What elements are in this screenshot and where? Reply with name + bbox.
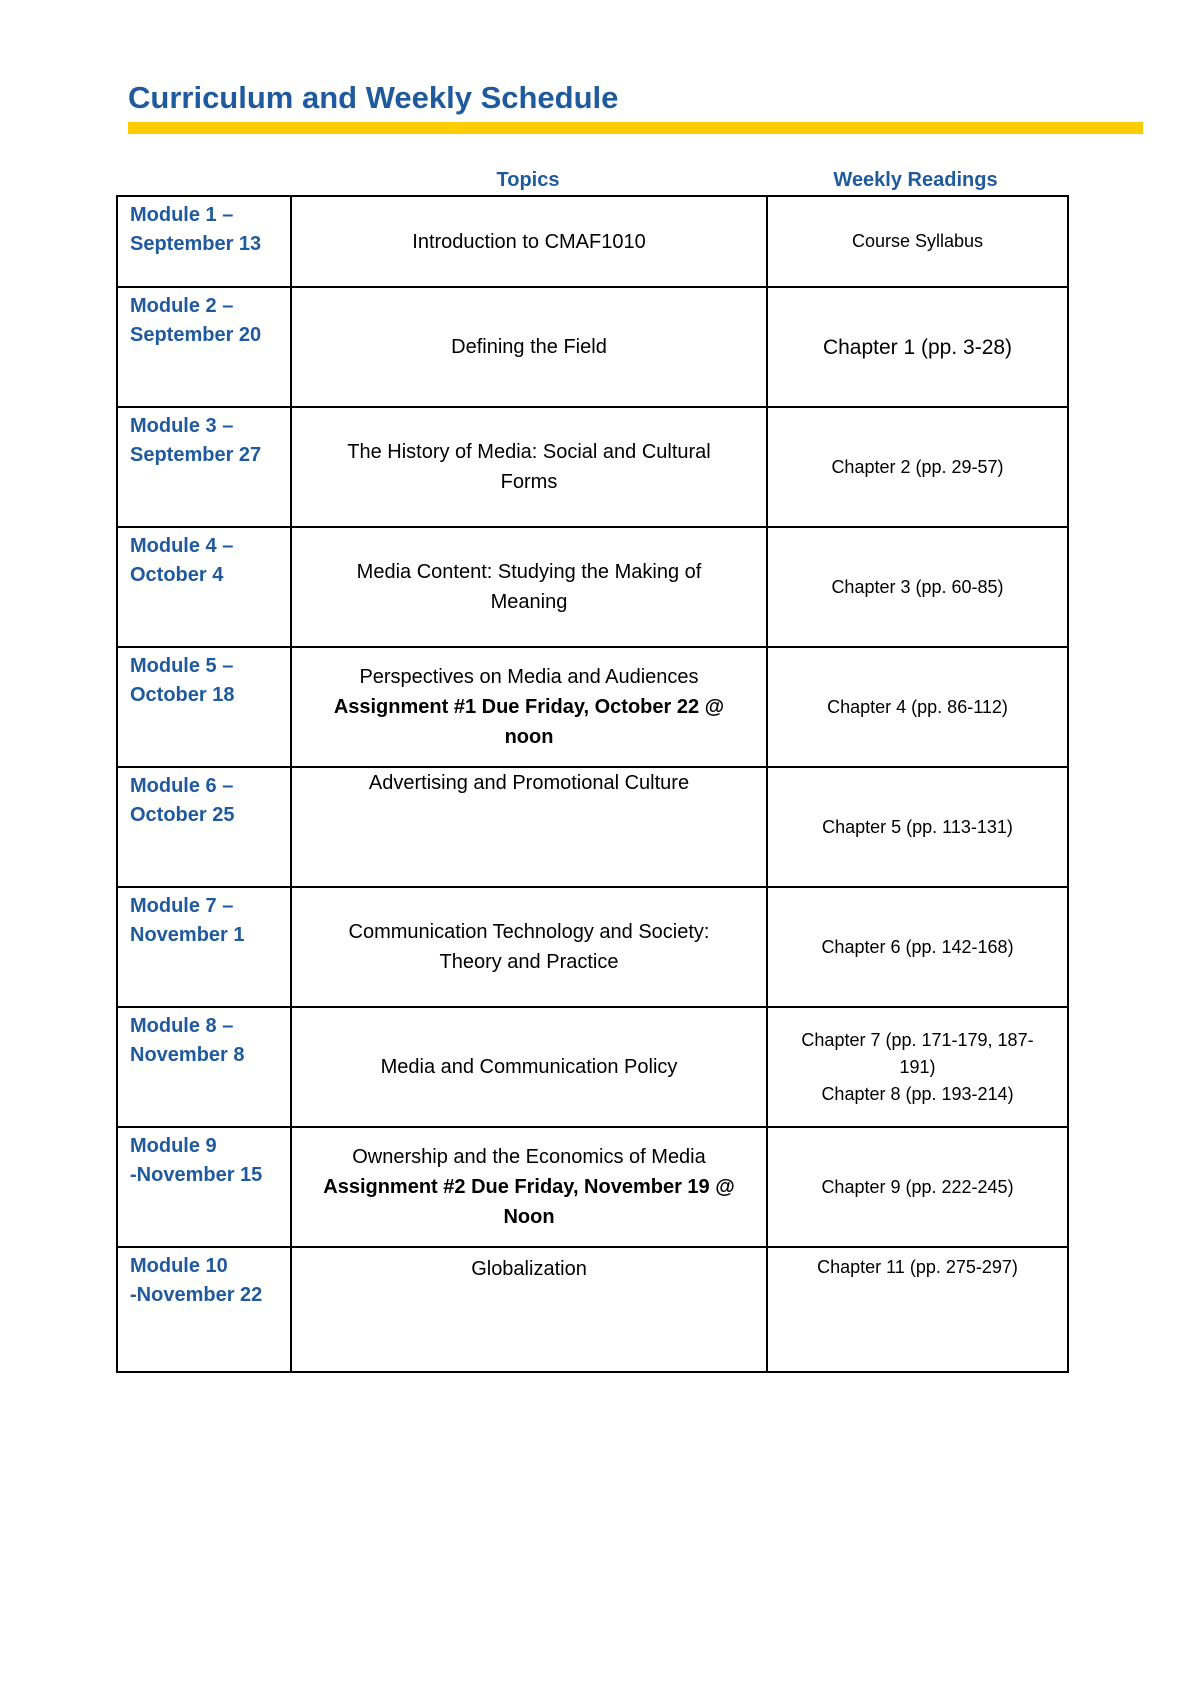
module-label: Module 6 – — [130, 775, 234, 797]
topic-cell — [291, 1007, 767, 1127]
reading-text: Chapter 3 (pp. 60-85) — [831, 576, 1004, 597]
topic-text: Meaning — [490, 591, 568, 613]
title-rule — [128, 122, 1143, 134]
module-date: October 4 — [130, 564, 224, 586]
assignment-due-note: noon — [504, 726, 554, 748]
module-cell — [117, 407, 291, 527]
reading-text: Chapter 9 (pp. 222-245) — [821, 1176, 1014, 1197]
topic-text: Perspectives on Media and Audiences — [359, 666, 699, 688]
reading-cell — [767, 1247, 1068, 1372]
assignment-due-note: Assignment #2 Due Friday, November 19 @ — [323, 1176, 735, 1198]
reading-text: Chapter 1 (pp. 3-28) — [822, 335, 1013, 359]
reading-cell — [767, 287, 1068, 407]
module-cell — [117, 887, 291, 1007]
topic-text: Advertising and Promotional Culture — [368, 772, 690, 794]
topic-text: Introduction to CMAF1010 — [412, 230, 646, 253]
table-row — [117, 1247, 1068, 1372]
module-label: Module 1 – — [130, 204, 234, 226]
module-cell — [117, 1127, 291, 1247]
reading-cell — [767, 1007, 1068, 1127]
module-label: Module 7 – — [130, 895, 234, 917]
module-date: October 18 — [130, 684, 235, 706]
topic-cell — [291, 767, 767, 887]
topic-text: Media and Communication Policy — [380, 1056, 678, 1078]
module-label: Module 8 – — [130, 1015, 234, 1037]
reading-cell — [767, 887, 1068, 1007]
module-cell — [117, 1247, 291, 1372]
table-row — [117, 287, 1068, 407]
topic-text: Media Content: Studying the Making of — [356, 561, 702, 583]
module-label: Module 2 – — [130, 295, 234, 317]
table-row — [117, 527, 1068, 647]
module-date: September 20 — [130, 324, 262, 346]
reading-cell — [767, 407, 1068, 527]
topic-cell — [291, 887, 767, 1007]
module-cell — [117, 767, 291, 887]
topic-text: Ownership and the Economics of Media — [352, 1146, 706, 1168]
page-title: Curriculum and Weekly Schedule — [128, 80, 619, 115]
topic-cell — [291, 287, 767, 407]
module-cell — [117, 287, 291, 407]
table-row — [117, 196, 1068, 287]
module-cell — [117, 1007, 291, 1127]
reading-text: Chapter 7 (pp. 171-179, 187- — [801, 1029, 1034, 1050]
topic-cell — [291, 407, 767, 527]
topic-cell — [291, 527, 767, 647]
table-row — [117, 1007, 1068, 1127]
module-date: September 13 — [130, 233, 262, 255]
topic-text: The History of Media: Social and Cultural — [347, 441, 711, 463]
module-date: -November 15 — [130, 1164, 263, 1186]
module-date: September 27 — [130, 444, 262, 466]
table-row — [117, 647, 1068, 767]
reading-text: Chapter 11 (pp. 275-297) — [817, 1257, 1018, 1277]
reading-cell — [767, 767, 1068, 887]
topic-cell — [291, 647, 767, 767]
module-date: November 8 — [130, 1044, 245, 1066]
reading-text: Chapter 2 (pp. 29-57) — [831, 456, 1004, 477]
table-row — [117, 407, 1068, 527]
module-date: -November 22 — [130, 1284, 263, 1306]
table-row — [117, 1127, 1068, 1247]
reading-text: 191) — [899, 1056, 936, 1077]
topic-text: Globalization — [471, 1258, 587, 1280]
reading-cell — [767, 1127, 1068, 1247]
reading-cell — [767, 527, 1068, 647]
table-row — [117, 767, 1068, 887]
reading-text: Chapter 5 (pp. 113-131) — [822, 816, 1013, 837]
module-label: Module 9 — [130, 1135, 217, 1157]
topic-text: Theory and Practice — [439, 951, 619, 973]
schedule-table — [116, 195, 1069, 1373]
assignment-due-note: Noon — [503, 1206, 555, 1228]
module-cell — [117, 647, 291, 767]
reading-text: Chapter 6 (pp. 142-168) — [821, 936, 1014, 957]
table-row — [117, 887, 1068, 1007]
reading-text: Chapter 8 (pp. 193-214) — [821, 1083, 1014, 1104]
topic-text: Forms — [500, 471, 558, 493]
reading-text: Course Syllabus — [851, 231, 984, 251]
module-label: Module 10 — [130, 1255, 228, 1277]
module-date: October 25 — [130, 804, 235, 826]
module-label: Module 5 – — [130, 655, 234, 677]
topic-text: Communication Technology and Society: — [348, 921, 710, 943]
readings-column-header: Weekly Readings — [833, 169, 998, 191]
topic-cell — [291, 1127, 767, 1247]
module-date: November 1 — [130, 924, 245, 946]
module-cell — [117, 196, 291, 287]
module-label: Module 3 – — [130, 415, 234, 437]
assignment-due-note: Assignment #1 Due Friday, October 22 @ — [333, 696, 725, 718]
reading-cell — [767, 196, 1068, 287]
topic-cell — [291, 196, 767, 287]
topic-text: Defining the Field — [451, 336, 607, 358]
topic-cell — [291, 1247, 767, 1372]
reading-text: Chapter 4 (pp. 86-112) — [827, 696, 1008, 717]
module-cell — [117, 527, 291, 647]
topics-column-header: Topics — [496, 169, 560, 191]
module-label: Module 4 – — [130, 535, 234, 557]
reading-cell — [767, 647, 1068, 767]
